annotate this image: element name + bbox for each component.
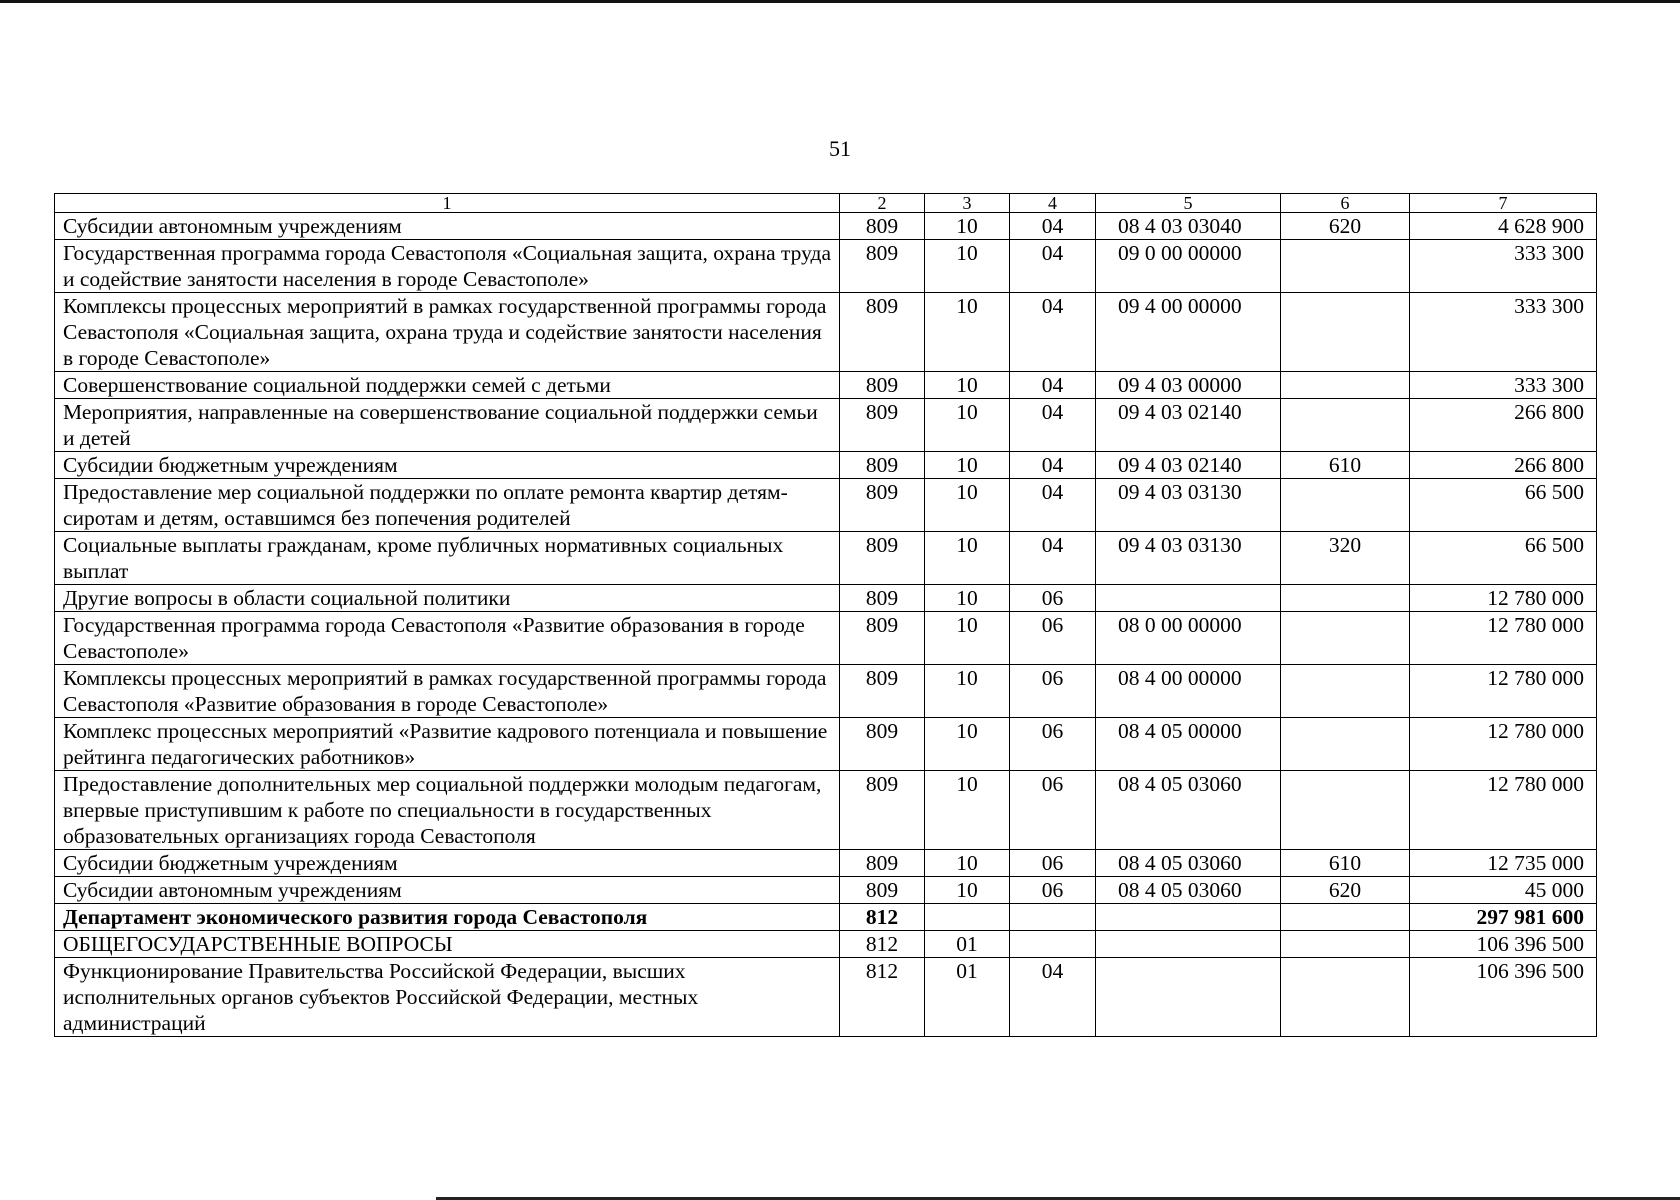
column-number: 5	[1096, 194, 1281, 213]
expense-type-cell	[1281, 240, 1410, 293]
target-article-cell: 08 4 05 03060	[1096, 771, 1281, 850]
section-code-cell: 10	[925, 718, 1010, 771]
subsection-code-cell: 04	[1010, 372, 1096, 399]
ministry-code-cell: 809	[840, 612, 925, 665]
ministry-code-cell: 809	[840, 532, 925, 585]
target-article-cell: 09 4 03 03130	[1096, 479, 1281, 532]
amount-cell: 12 735 000	[1410, 850, 1597, 877]
amount-cell: 333 300	[1410, 293, 1597, 372]
table-row	[55, 585, 1597, 612]
row-name-cell: Департамент экономического развития города Севастополя	[55, 904, 840, 931]
table-row	[55, 665, 1597, 718]
column-number: 2	[840, 194, 925, 213]
table-row	[55, 399, 1597, 452]
subsection-code-cell: 06	[1010, 850, 1096, 877]
table-row	[55, 718, 1597, 771]
ministry-code-cell: 809	[840, 240, 925, 293]
ministry-code-cell: 812	[840, 904, 925, 931]
target-article-cell: 09 4 03 02140	[1096, 399, 1281, 452]
table-row	[55, 213, 1597, 240]
expense-type-cell: 610	[1281, 850, 1410, 877]
subsection-code-cell: 06	[1010, 612, 1096, 665]
row-name-cell: Государственная программа города Севастополя «Социальная защита, охрана труда и содействие занятости населения в городе Севастополе»	[55, 240, 840, 293]
subsection-code-cell: 04	[1010, 293, 1096, 372]
target-article-cell: 08 4 00 00000	[1096, 665, 1281, 718]
section-code-cell: 10	[925, 585, 1010, 612]
subsection-code-cell: 04	[1010, 399, 1096, 452]
amount-cell: 12 780 000	[1410, 665, 1597, 718]
table-row	[55, 931, 1597, 958]
table-row	[55, 612, 1597, 665]
subsection-code-cell: 06	[1010, 771, 1096, 850]
column-number: 6	[1281, 194, 1410, 213]
amount-cell: 12 780 000	[1410, 585, 1597, 612]
amount-cell: 266 800	[1410, 452, 1597, 479]
expense-type-cell	[1281, 372, 1410, 399]
row-name-cell: Комплексы процессных мероприятий в рамках государственной программы города Севастополя «Социальная защита, охрана труда и содействие занятости населения в городе Севастополе»	[55, 293, 840, 372]
ministry-code-cell: 809	[840, 877, 925, 904]
target-article-cell	[1096, 585, 1281, 612]
expense-type-cell	[1281, 612, 1410, 665]
section-code-cell: 01	[925, 958, 1010, 1037]
expense-type-cell	[1281, 399, 1410, 452]
ministry-code-cell: 809	[840, 771, 925, 850]
expense-type-cell	[1281, 479, 1410, 532]
amount-cell: 45 000	[1410, 877, 1597, 904]
subsection-code-cell: 06	[1010, 665, 1096, 718]
section-code-cell: 10	[925, 877, 1010, 904]
subsection-code-cell: 06	[1010, 877, 1096, 904]
table-row	[55, 479, 1597, 532]
amount-cell: 66 500	[1410, 532, 1597, 585]
ministry-code-cell: 809	[840, 372, 925, 399]
ministry-code-cell: 809	[840, 665, 925, 718]
ministry-code-cell: 809	[840, 718, 925, 771]
column-number: 1	[55, 194, 840, 213]
amount-cell: 12 780 000	[1410, 718, 1597, 771]
budget-table	[54, 193, 1597, 1037]
target-article-cell: 08 4 05 00000	[1096, 718, 1281, 771]
table-row	[55, 771, 1597, 850]
target-article-cell: 09 4 03 03130	[1096, 532, 1281, 585]
ministry-code-cell: 809	[840, 399, 925, 452]
expense-type-cell	[1281, 931, 1410, 958]
subsection-code-cell	[1010, 904, 1096, 931]
ministry-code-cell: 809	[840, 213, 925, 240]
row-name-cell: Субсидии бюджетным учреждениям	[55, 850, 840, 877]
target-article-cell	[1096, 958, 1281, 1037]
table-row	[55, 532, 1597, 585]
amount-cell: 12 780 000	[1410, 771, 1597, 850]
target-article-cell	[1096, 904, 1281, 931]
expense-type-cell: 620	[1281, 877, 1410, 904]
row-name-cell: Мероприятия, направленные на совершенствование социальной поддержки семьи и детей	[55, 399, 840, 452]
row-name-cell: Комплексы процессных мероприятий в рамках государственной программы города Севастополя «Развитие образования в городе Севастополе»	[55, 665, 840, 718]
row-name-cell: Другие вопросы в области социальной политики	[55, 585, 840, 612]
expense-type-cell	[1281, 718, 1410, 771]
section-code-cell: 10	[925, 771, 1010, 850]
subsection-code-cell	[1010, 931, 1096, 958]
column-number-row	[55, 194, 1597, 213]
amount-cell: 66 500	[1410, 479, 1597, 532]
amount-cell: 297 981 600	[1410, 904, 1597, 931]
subsection-code-cell: 04	[1010, 532, 1096, 585]
table-row	[55, 372, 1597, 399]
ministry-code-cell: 809	[840, 850, 925, 877]
amount-cell: 333 300	[1410, 240, 1597, 293]
row-name-cell: Субсидии автономным учреждениям	[55, 213, 840, 240]
table-row	[55, 877, 1597, 904]
row-name-cell: Функционирование Правительства Российской Федерации, высших исполнительных органов субъектов Российской Федерации, местных администраций	[55, 958, 840, 1037]
row-name-cell: ОБЩЕГОСУДАРСТВЕННЫЕ ВОПРОСЫ	[55, 931, 840, 958]
amount-cell: 266 800	[1410, 399, 1597, 452]
ministry-code-cell: 809	[840, 479, 925, 532]
target-article-cell: 08 0 00 00000	[1096, 612, 1281, 665]
row-name-cell: Социальные выплаты гражданам, кроме публичных нормативных социальных выплат	[55, 532, 840, 585]
table-row	[55, 240, 1597, 293]
target-article-cell: 08 4 05 03060	[1096, 850, 1281, 877]
section-code-cell: 10	[925, 240, 1010, 293]
expense-type-cell: 620	[1281, 213, 1410, 240]
target-article-cell: 09 4 00 00000	[1096, 293, 1281, 372]
target-article-cell: 09 0 00 00000	[1096, 240, 1281, 293]
expense-type-cell	[1281, 904, 1410, 931]
section-code-cell: 10	[925, 399, 1010, 452]
table-row	[55, 293, 1597, 372]
amount-cell: 106 396 500	[1410, 931, 1597, 958]
target-article-cell: 08 4 05 03060	[1096, 877, 1281, 904]
expense-type-cell: 610	[1281, 452, 1410, 479]
column-number: 4	[1010, 194, 1096, 213]
table-row	[55, 850, 1597, 877]
subsection-code-cell: 06	[1010, 585, 1096, 612]
table-row	[55, 958, 1597, 1037]
amount-cell: 12 780 000	[1410, 612, 1597, 665]
amount-cell: 4 628 900	[1410, 213, 1597, 240]
amount-cell: 106 396 500	[1410, 958, 1597, 1037]
subsection-code-cell: 04	[1010, 213, 1096, 240]
top-rule	[0, 0, 1680, 3]
target-article-cell: 08 4 03 03040	[1096, 213, 1281, 240]
ministry-code-cell: 812	[840, 931, 925, 958]
section-code-cell: 10	[925, 372, 1010, 399]
ministry-code-cell: 812	[840, 958, 925, 1037]
row-name-cell: Предоставление мер социальной поддержки по оплате ремонта квартир детям-сиротам и детям, оставшимся без попечения родителей	[55, 479, 840, 532]
expense-type-cell	[1281, 665, 1410, 718]
row-name-cell: Предоставление дополнительных мер социальной поддержки молодым педагогам, впервые приступившим к работе по специальности в государственных образовательных организациях города Севастополя	[55, 771, 840, 850]
subsection-code-cell: 04	[1010, 479, 1096, 532]
section-code-cell: 10	[925, 452, 1010, 479]
table-row	[55, 452, 1597, 479]
section-code-cell: 10	[925, 532, 1010, 585]
column-number: 7	[1410, 194, 1597, 213]
expense-type-cell	[1281, 771, 1410, 850]
expense-type-cell: 320	[1281, 532, 1410, 585]
section-code-cell: 10	[925, 213, 1010, 240]
section-code-cell	[925, 904, 1010, 931]
row-name-cell: Совершенствование социальной поддержки семей с детьми	[55, 372, 840, 399]
subsection-code-cell: 04	[1010, 240, 1096, 293]
target-article-cell: 09 4 03 00000	[1096, 372, 1281, 399]
section-code-cell: 10	[925, 665, 1010, 718]
subsection-code-cell: 04	[1010, 958, 1096, 1037]
ministry-code-cell: 809	[840, 452, 925, 479]
section-code-cell: 10	[925, 479, 1010, 532]
subsection-code-cell: 06	[1010, 718, 1096, 771]
expense-type-cell	[1281, 293, 1410, 372]
target-article-cell	[1096, 931, 1281, 958]
ministry-code-cell: 809	[840, 585, 925, 612]
section-code-cell: 10	[925, 293, 1010, 372]
row-name-cell: Комплекс процессных мероприятий «Развитие кадрового потенциала и повышение рейтинга педагогических работников»	[55, 718, 840, 771]
target-article-cell: 09 4 03 02140	[1096, 452, 1281, 479]
amount-cell: 333 300	[1410, 372, 1597, 399]
expense-type-cell	[1281, 958, 1410, 1037]
row-name-cell: Субсидии автономным учреждениям	[55, 877, 840, 904]
row-name-cell: Государственная программа города Севастополя «Развитие образования в городе Севастополе»	[55, 612, 840, 665]
page-number: 51	[829, 136, 851, 161]
row-name-cell: Субсидии бюджетным учреждениям	[55, 452, 840, 479]
section-code-cell: 10	[925, 850, 1010, 877]
section-code-cell: 01	[925, 931, 1010, 958]
subsection-code-cell: 04	[1010, 452, 1096, 479]
expense-type-cell	[1281, 585, 1410, 612]
section-code-cell: 10	[925, 612, 1010, 665]
ministry-code-cell: 809	[840, 293, 925, 372]
table-row	[55, 904, 1597, 931]
column-number: 3	[925, 194, 1010, 213]
